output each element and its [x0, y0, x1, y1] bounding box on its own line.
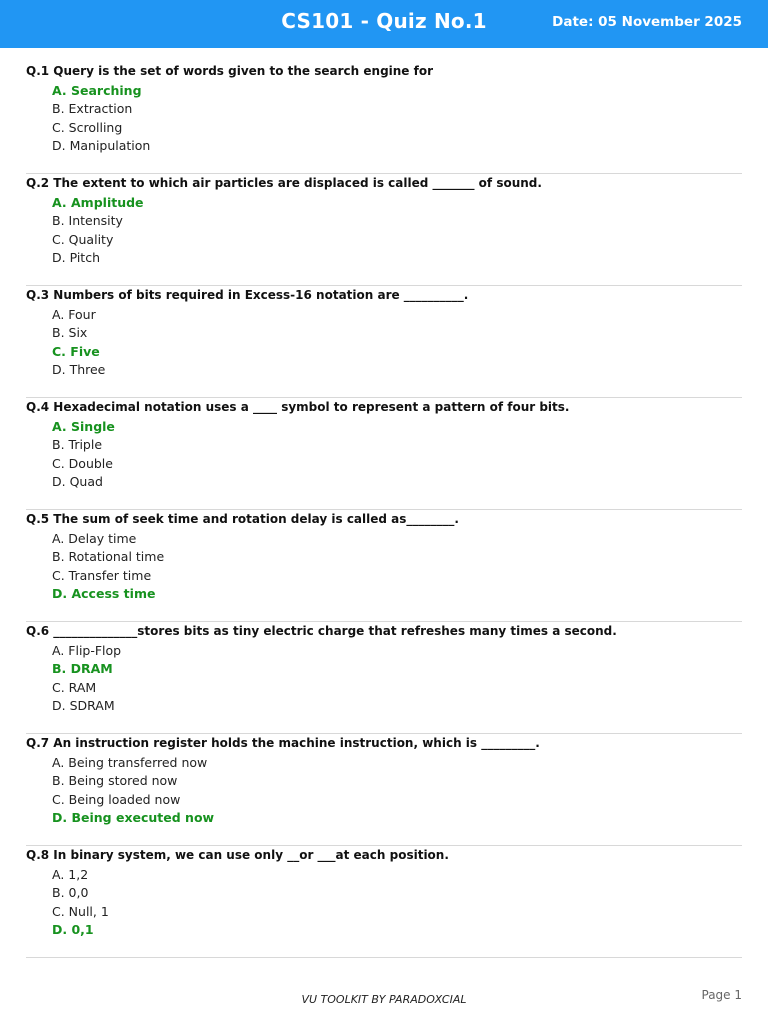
answer-option: D. Manipulation: [52, 137, 151, 153]
answer-option-correct: D. Being executed now: [52, 809, 215, 825]
answer-option: C. Scrolling: [52, 119, 123, 135]
question-block: [26, 734, 742, 846]
answer-options: [52, 530, 742, 603]
question-block: [26, 174, 742, 286]
answer-option: C. Transfer time: [52, 567, 152, 583]
question-text: Q.5 The sum of seek time and rotation delay is called as________.: [26, 512, 459, 526]
answer-option: A. Being transferred now: [52, 755, 208, 770]
question-text: Q.2 The extent to which air particles are displaced is called _______ of sound.: [26, 176, 542, 190]
answer-option: C. Double: [52, 455, 113, 471]
question-block: [26, 622, 742, 734]
answer-options: [52, 866, 742, 939]
answer-option: C. Quality: [52, 231, 114, 247]
answer-option-correct: A. Searching: [52, 83, 142, 98]
footer-brand: VU TOOLKIT BY PARADOXCIAL: [301, 993, 467, 1006]
answer-option: B. Triple: [52, 437, 103, 453]
answer-option: C. Null, 1: [52, 903, 109, 919]
answer-option: D. Quad: [52, 473, 103, 489]
quiz-title: CS101 - Quiz No.1: [281, 9, 487, 33]
answer-option: B. Extraction: [52, 101, 133, 117]
question-text: Q.6 ______________stores bits as tiny electric charge that refreshes many times a second.: [26, 624, 617, 638]
question-block: [26, 286, 742, 398]
question-text: Q.4 Hexadecimal notation uses a ____ symbol to represent a pattern of four bits.: [26, 400, 570, 414]
answer-options: [52, 642, 742, 715]
question-block: [26, 62, 742, 174]
answer-option: D. Three: [52, 361, 106, 377]
answer-option: D. Pitch: [52, 249, 101, 265]
answer-options: [52, 82, 742, 155]
answer-option: A. Delay time: [52, 531, 137, 546]
answer-option-correct: C. Five: [52, 343, 100, 359]
question-text: Q.1 Query is the set of words given to the search engine for: [26, 64, 434, 78]
answer-option: B. Rotational time: [52, 549, 165, 565]
question-block: [26, 510, 742, 622]
answer-option: D. SDRAM: [52, 697, 115, 713]
header-bar: [0, 0, 768, 48]
answer-options: [52, 754, 742, 827]
answer-option: C. Being loaded now: [52, 791, 181, 807]
answer-option: B. Being stored now: [52, 773, 178, 789]
page-number: Page 1: [701, 988, 742, 1002]
answer-option-correct: B. DRAM: [52, 661, 113, 677]
answer-options: [52, 306, 742, 379]
question-block: [26, 846, 742, 958]
question-text: Q.7 An instruction register holds the machine instruction, which is _________.: [26, 736, 540, 750]
answer-option: B. Six: [52, 325, 88, 341]
question-list: [26, 62, 742, 958]
quiz-date: Date: 05 November 2025: [552, 14, 742, 30]
answer-option: A. Flip-Flop: [52, 643, 122, 658]
answer-options: [52, 194, 742, 267]
question-text: Q.8 In binary system, we can use only __or ___at each position.: [26, 848, 449, 862]
answer-option: C. RAM: [52, 679, 97, 695]
answer-option: A. Four: [52, 307, 96, 322]
answer-option-correct: A. Amplitude: [52, 195, 144, 210]
answer-option-correct: D. 0,1: [52, 921, 94, 937]
question-text: Q.3 Numbers of bits required in Excess-16 notation are __________.: [26, 288, 469, 302]
answer-option: A. 1,2: [52, 867, 89, 882]
answer-option-correct: D. Access time: [52, 585, 156, 601]
answer-options: [52, 418, 742, 491]
answer-option-correct: A. Single: [52, 419, 115, 434]
question-block: [26, 398, 742, 510]
answer-option: B. Intensity: [52, 213, 123, 229]
answer-option: B. 0,0: [52, 885, 89, 901]
